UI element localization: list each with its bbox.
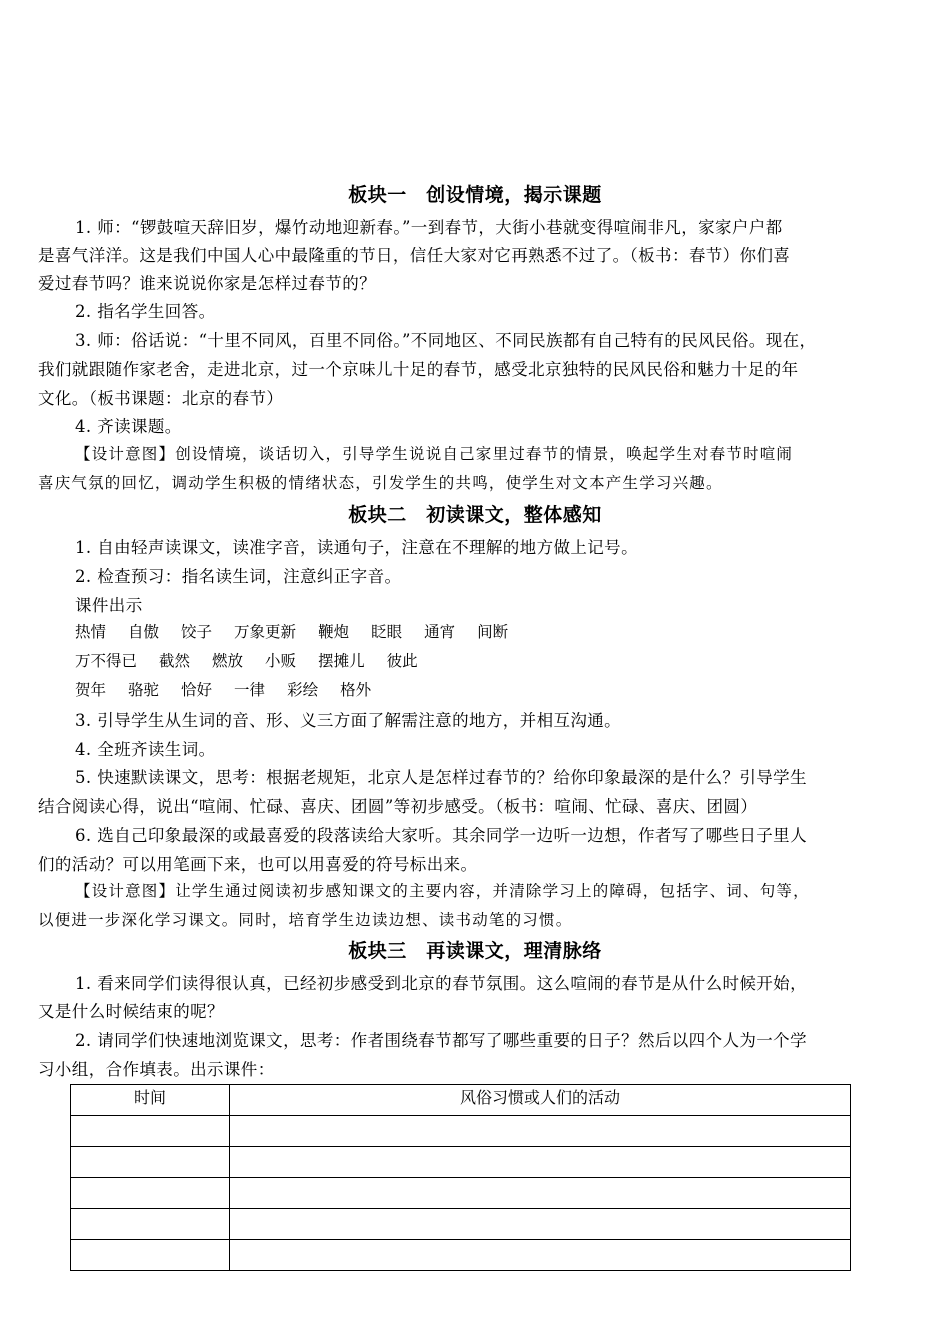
vocab-word: 鞭炮	[318, 623, 350, 641]
vocab-word: 热情	[75, 623, 107, 641]
vocab-word: 格外	[340, 681, 372, 699]
vocab-word: 通宵	[424, 623, 456, 641]
table-cell[interactable]	[71, 1178, 230, 1209]
vocab-word: 彩绘	[287, 681, 319, 699]
vocab-word: 万不得已	[75, 652, 138, 670]
section2-heading: 板块二 初读课文，整体感知	[348, 504, 602, 526]
section1-heading: 板块一 创设情境，揭示课题	[348, 184, 602, 206]
section2-p1: 1. 自由轻声读课文，读准字音，读通句子，注意在不理解的地方做上记号。	[75, 538, 638, 557]
vocab-word: 小贩	[265, 652, 297, 670]
section2-p4: 4. 全班齐读生词。	[75, 740, 216, 759]
table-row	[71, 1240, 851, 1271]
section2-p5-line2: 结合阅读心得，说出“喧闹、忙碌、喜庆、团圆”等初步感受。（板书：喧闹、忙碌、喜庆、团圆）	[38, 797, 758, 816]
vocab-row-1	[75, 620, 530, 642]
section3-p1-line2: 又是什么时候结束的呢？	[38, 1002, 224, 1021]
vocab-word: 骆驼	[128, 681, 160, 699]
section3-heading: 板块三 再读课文，理清脉络	[348, 940, 602, 962]
table-cell[interactable]	[230, 1178, 851, 1209]
fill-in-table	[70, 1084, 851, 1271]
section1-p1-line1: 1. 师：“锣鼓喧天辞旧岁，爆竹动地迎新春。”一到春节，大街小巷就变得喧闹非凡，家家户户都	[75, 218, 783, 237]
vocab-word: 间断	[477, 623, 509, 641]
section2-p2: 2. 检查预习：指名读生词，注意纠正字音。	[75, 567, 402, 586]
section1-intent-line2: 喜庆气氛的回忆，调动学生积极的情绪状态，引发学生的共鸣，使学生对文本产生学习兴趣。	[38, 474, 723, 492]
vocab-word: 饺子	[181, 623, 213, 641]
table-cell[interactable]	[71, 1240, 230, 1271]
section2-courseware-label: 课件出示	[75, 596, 143, 615]
vocab-word: 眨眼	[371, 623, 403, 641]
table-cell[interactable]	[230, 1240, 851, 1271]
section1-p4: 4. 齐读课题。	[75, 417, 182, 436]
vocab-word: 恰好	[181, 681, 213, 699]
table-cell[interactable]	[71, 1116, 230, 1147]
table-header-time: 时间	[71, 1085, 230, 1116]
table-header-row	[71, 1085, 851, 1116]
section2-intent-line1: 【设计意图】让学生通过阅读初步感知课文的主要内容，并清除学习上的障碍，包括字、词、句等，	[75, 882, 810, 900]
section1-p3-line1: 3. 师：俗话说：“十里不同风，百里不同俗。”不同地区、不同民族都有自己特有的民风民俗。现在，	[75, 331, 817, 350]
section2-p6-line1: 6. 选自己印象最深的或最喜爱的段落读给大家听。其余同学一边听一边想，作者写了哪些日子里人	[75, 826, 807, 845]
table-row	[71, 1147, 851, 1178]
section3-p1-line1: 1. 看来同学们读得很认真，已经初步感受到北京的春节氛围。这么喧闹的春节是从什么时候开始，	[75, 974, 807, 993]
vocab-word: 摆摊儿	[318, 652, 365, 670]
section2-intent-line2: 以便进一步深化学习课文。同时，培育学生边读边想、读书动笔的习惯。	[38, 911, 573, 929]
vocab-word: 自傲	[128, 623, 160, 641]
vocab-word: 贺年	[75, 681, 107, 699]
vocab-word: 一律	[234, 681, 266, 699]
section1-p3-line3: 文化。（板书课题：北京的春节）	[38, 389, 284, 408]
section1-intent-line1: 【设计意图】创设情境，谈话切入，引导学生说说自己家里过春节的情景，唤起学生对春节时喧闹	[75, 445, 794, 463]
table-cell[interactable]	[230, 1116, 851, 1147]
table-cell[interactable]	[230, 1209, 851, 1240]
table-row	[71, 1209, 851, 1240]
vocab-row-3	[75, 678, 393, 700]
table-cell[interactable]	[71, 1209, 230, 1240]
vocab-row-2	[75, 649, 440, 671]
vocab-word: 彼此	[386, 652, 418, 670]
table-header-activities: 风俗习惯或人们的活动	[230, 1085, 851, 1116]
section1-p3-line2: 我们就跟随作家老舍，走进北京，过一个京味儿十足的春节，感受北京独特的民风民俗和魅力十足的年	[38, 360, 799, 379]
section1-p1-line3: 爱过春节吗？谁来说说你家是怎样过春节的？	[38, 274, 376, 293]
section2-p5-line1: 5. 快速默读课文，思考：根据老规矩，北京人是怎样过春节的？给你印象最深的是什么？引导学生	[75, 768, 807, 787]
vocab-word: 截然	[159, 652, 191, 670]
section1-p1-line2: 是喜气洋洋。这是我们中国人心中最隆重的节日，信任大家对它再熟悉不过了。（板书：春节）你们喜	[38, 246, 791, 265]
vocab-word: 万象更新	[234, 623, 297, 641]
table-cell[interactable]	[230, 1147, 851, 1178]
section1-p2: 2. 指名学生回答。	[75, 302, 216, 321]
vocab-word: 燃放	[212, 652, 244, 670]
table-cell[interactable]	[71, 1147, 230, 1178]
section3-p2-line1: 2. 请同学们快速地浏览课文，思考：作者围绕春节都写了哪些重要的日子？然后以四个人为一个学	[75, 1031, 807, 1050]
section2-p3: 3. 引导学生从生词的音、形、义三方面了解需注意的地方，并相互沟通。	[75, 711, 622, 730]
section2-p6-line2: 们的活动？可以用笔画下来，也可以用喜爱的符号标出来。	[38, 855, 478, 874]
table-row	[71, 1178, 851, 1209]
section3-p2-line2: 习小组，合作填表。出示课件：	[38, 1060, 275, 1079]
table-row	[71, 1116, 851, 1147]
